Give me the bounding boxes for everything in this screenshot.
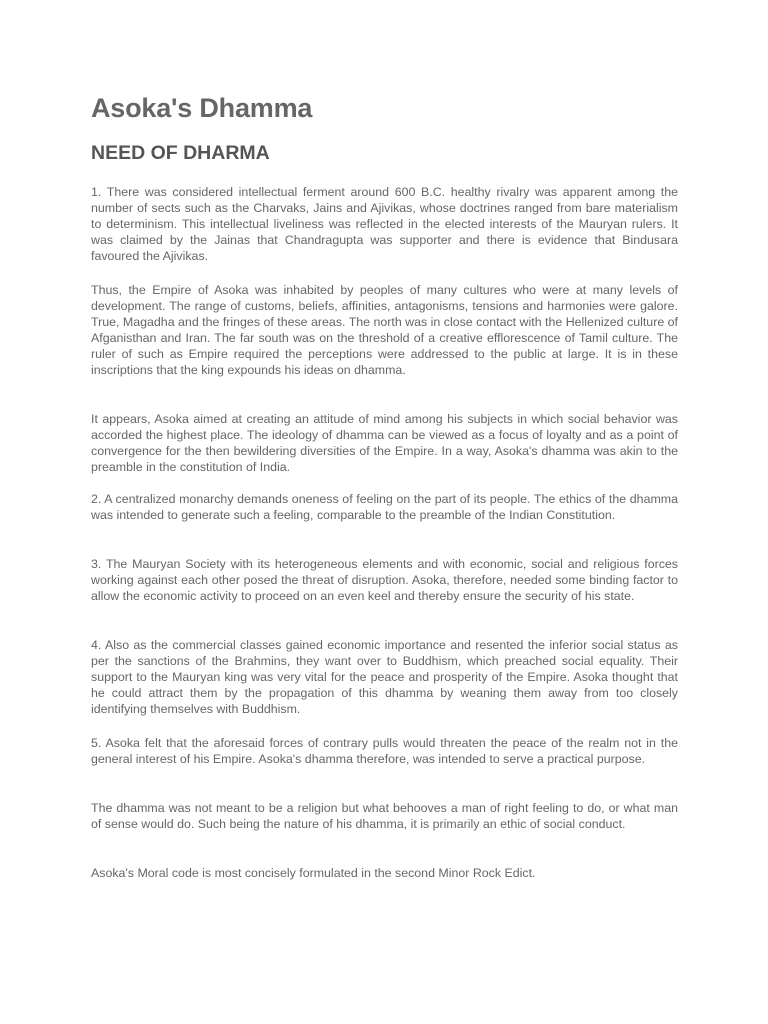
paragraph-2: Thus, the Empire of Asoka was inhabited by peoples of many cultures who were at many levels of development. The range of customs, beliefs, affinities, antagonisms, tensions and harmonies were galore. True, Magadha and the fringes of these areas. The north was in close contact with the Hellenized culture of Afganisthan and Iran. The far south was on the threshold of a creative efflorescence of Tamil culture. The ruler of such as Empire required the perceptions were addressed to the public at large. It is in these inscriptions that the king expounds his ideas on dhamma. (91, 283, 678, 377)
paragraph-3: It appears, Asoka aimed at creating an attitude of mind among his subjects in which social behavior was accorded the highest place. The ideology of dhamma can be viewed as a focus of loyalty and as a point of convergence for the then bewildering diversities of the Empire. In a way, Asoka's dhamma was akin to the preamble in the constitution of India. (91, 412, 678, 474)
page-title: Asoka's Dhamma (91, 93, 313, 123)
paragraph-8: The dhamma was not meant to be a religion but what behooves a man of right feeling to do, or what man of sense would do. Such being the nature of his dhamma, it is primarily an ethic of social conduct. (91, 801, 678, 831)
paragraph-5: 3. The Mauryan Society with its heterogeneous elements and with economic, social and religious forces working against each other posed the threat of disruption. Asoka, therefore, needed some binding factor to allow the economic activity to proceed on an even keel and thereby ensure the security of his state. (91, 557, 678, 603)
paragraph-7: 5. Asoka felt that the aforesaid forces of contrary pulls would threaten the peace of the realm not in the general interest of his Empire. Asoka's dhamma therefore, was intended to serve a practical purpose. (91, 736, 678, 766)
paragraph-4: 2. A centralized monarchy demands oneness of feeling on the part of its people. The ethics of the dhamma was intended to generate such a feeling, comparable to the preamble of the Indian Constitution. (91, 492, 678, 522)
paragraph-6: 4. Also as the commercial classes gained economic importance and resented the inferior social status as per the sanctions of the Brahmins, they want over to Buddhism, which preached social equality. Their support to the Mauryan king was very vital for the peace and prosperity of the Empire. Asoka thought that he could attract them by the propagation of this dhamma by weaning them away from too closely identifying themselves with Buddhism. (91, 638, 678, 716)
document-page (91, 88, 678, 880)
paragraph-9: Asoka's Moral code is most concisely formulated in the second Minor Rock Edict. (91, 866, 536, 880)
paragraph-1: 1. There was considered intellectual ferment around 600 B.C. healthy rivalry was apparent among the number of sects such as the Charvaks, Jains and Ajivikas, whose doctrines ranged from bare materialism to determinism. This intellectual liveliness was reflected in the elected interests of the Mauryan rulers. It was claimed by the Jainas that Chandragupta was supporter and there is evidence that Bindusara favoured the Ajivikas. (91, 185, 678, 263)
section-heading: NEED OF DHARMA (91, 142, 270, 164)
